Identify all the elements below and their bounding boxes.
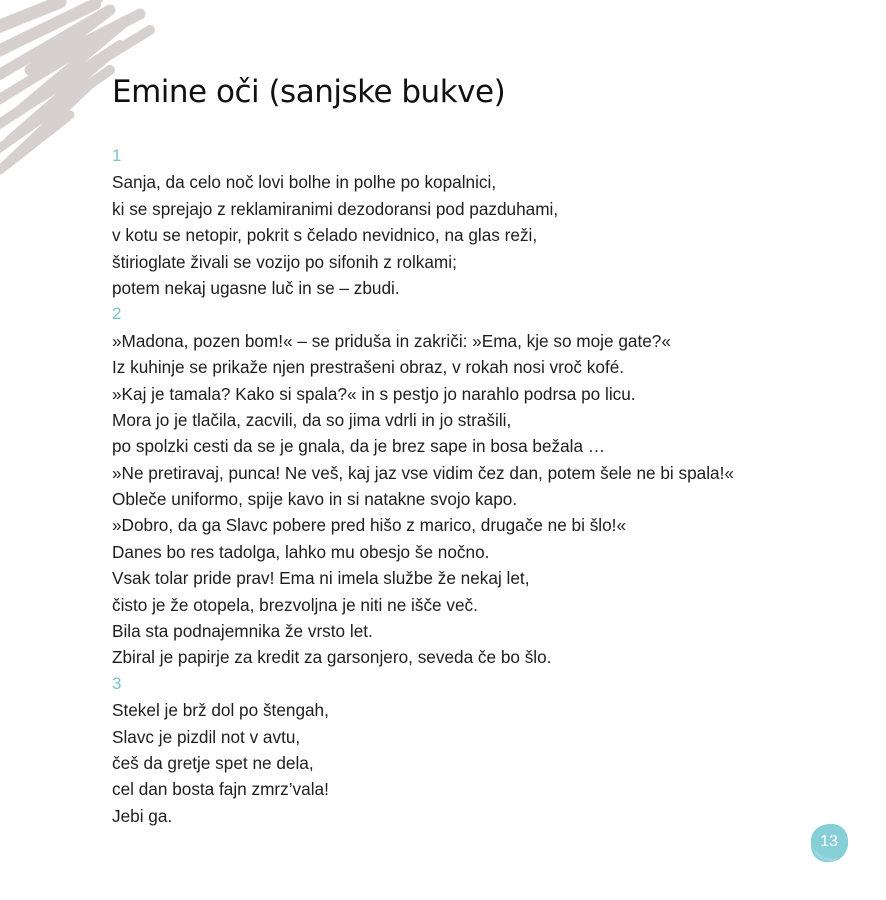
verse-line: ki se sprejajo z reklamiranimi dezodoransi pod pazduhami,	[112, 198, 559, 219]
verse-line: češ da gretje spet ne dela,	[112, 752, 314, 773]
verse-line: »Dobro, da ga Slavc pobere pred hišo z marico, drugače ne bi šlo!«	[112, 515, 627, 536]
stanza-3	[112, 671, 872, 829]
verse-line: po spolzki cesti da se je gnala, da je brez sape in bosa bežala …	[112, 436, 606, 457]
verse-line: Jebi ga.	[112, 805, 173, 826]
verse-line: v kotu se netopir, pokrit s čelado nevidnico, na glas reži,	[112, 225, 538, 246]
page-title: Emine oči (sanjske bukve)	[112, 74, 506, 110]
verse-line: štirioglate živali se vozijo po sifonih z rolkami;	[112, 251, 457, 272]
page-number-badge	[808, 822, 850, 864]
verse-line: Vsak tolar pride prav! Ema ni imela službe že nekaj let,	[112, 568, 530, 589]
page-number: 13	[820, 833, 838, 850]
verse-line: Obleče uniformo, spije kavo in si natakne svojo kapo.	[112, 489, 518, 510]
verse-line: Bila sta podnajemnika že vrsto let.	[112, 621, 373, 642]
verse-line: cel dan bosta fajn zmrz’vala!	[112, 779, 329, 800]
verse-line: potem nekaj ugasne luč in se – zbudi.	[112, 277, 400, 298]
stanza-number: 2	[112, 304, 122, 324]
verse-line: »Kaj je tamala? Kako si spala?« in s pestjo jo narahlo podrsa po licu.	[112, 383, 636, 404]
verse-line: Mora jo je tlačila, zacvili, da so jima vdrli in jo strašili,	[112, 409, 512, 430]
verse-line: »Madona, pozen bom!« – se priduša in zakriči: »Ema, kje so moje gate?«	[112, 330, 671, 351]
poem	[112, 143, 872, 829]
verse-line: čisto je že otopela, brezvoljna je niti ne išče več.	[112, 594, 478, 615]
stanza-1	[112, 143, 872, 301]
stanza-number: 1	[112, 146, 122, 165]
verse-line: Stekel je brž dol po štengah,	[112, 700, 329, 721]
verse-line: Slavc je pizdil not v avtu,	[112, 726, 301, 747]
verse-line: Danes bo res tadolga, lahko mu obesjo še nočno.	[112, 541, 490, 562]
verse-line: Iz kuhinje se prikaže njen prestrašeni obraz, v rokah nosi vroč kofé.	[112, 357, 625, 378]
verse-line: Zbiral je papirje za kredit za garsonjero, seveda če bo šlo.	[112, 647, 552, 668]
verse-line: Sanja, da celo noč lovi bolhe in polhe po kopalnici,	[112, 172, 497, 193]
verse-line: »Ne pretiravaj, punca! Ne veš, kaj jaz vse vidim čez dan, potem šele ne bi spala!«	[112, 462, 734, 483]
stanza-2	[112, 301, 872, 670]
stanza-number: 3	[112, 673, 122, 693]
